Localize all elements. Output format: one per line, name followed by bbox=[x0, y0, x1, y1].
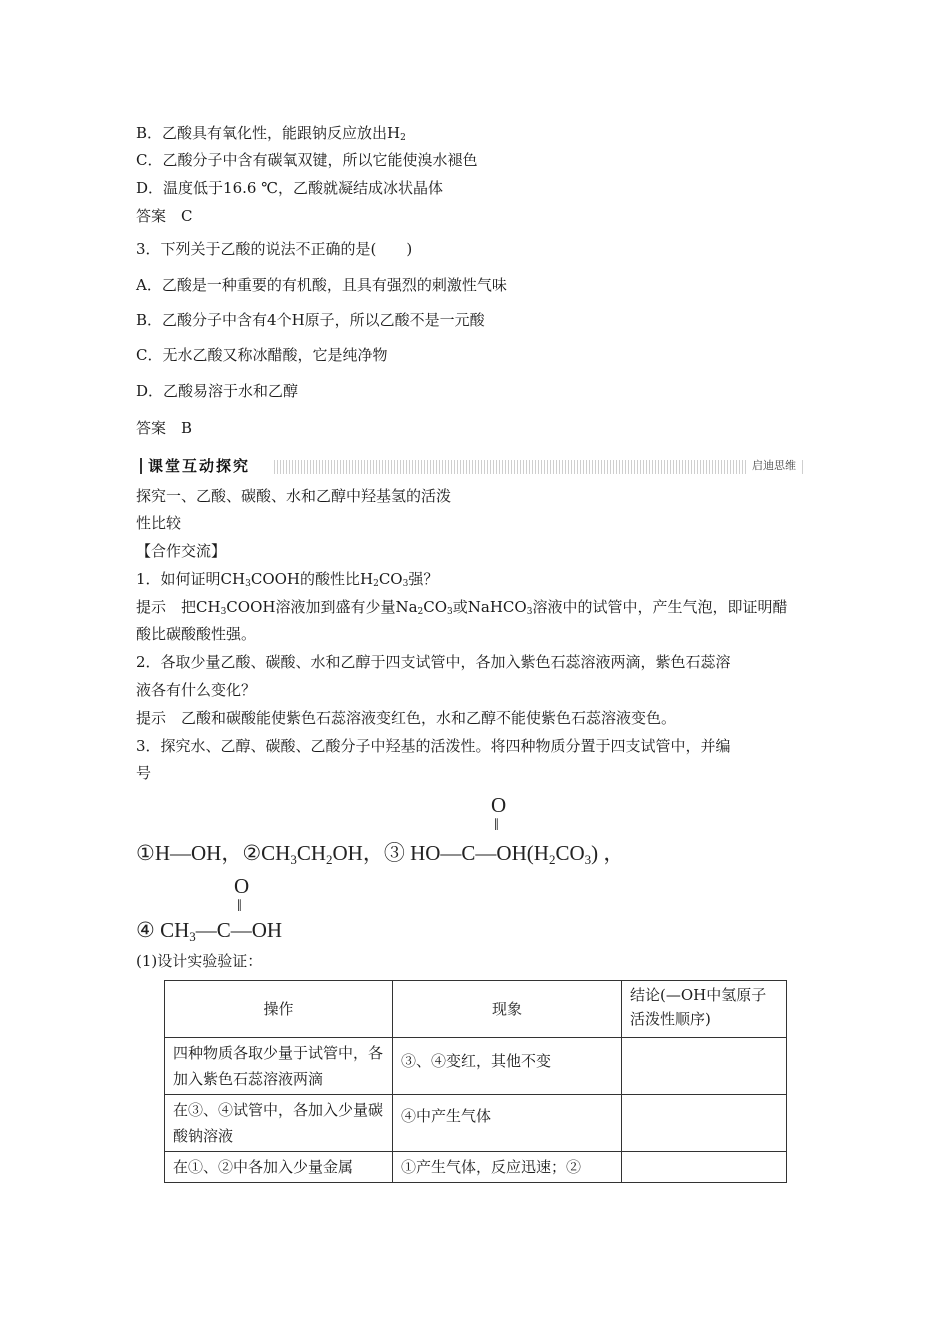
banner-bar bbox=[140, 458, 142, 474]
acetic-o-atom: O bbox=[234, 874, 250, 898]
table-cell: ③、④变红，其他不变 bbox=[393, 1038, 622, 1095]
table-cell bbox=[622, 1038, 787, 1095]
table-cell: 在③、④试管中，各加入少量碳酸钠溶液 bbox=[165, 1095, 393, 1152]
tip-1: 提示 把$CH_3COOH$溶液加到盛有少量$Na_2CO_3$或NaHCO$_3$溶液中的试管中，产生气泡，即证明醋 bbox=[136, 598, 788, 617]
tip-2: 提示 乙酸和碳酸能使紫色石蕊溶液变红色，水和乙醇不能使紫色石蕊溶液变色。 bbox=[136, 709, 677, 727]
option-b: B．乙酸具有氧化性，能跟钠反应放出$H_2$ bbox=[136, 124, 406, 143]
answer-2: 答案 B bbox=[136, 419, 193, 437]
table-header-row bbox=[165, 981, 787, 1038]
section-heading: 探究一、乙酸、碳酸、水和乙醇中羟基氢的活泼 bbox=[136, 487, 452, 505]
banner-hint: 启迪思维 bbox=[748, 458, 800, 474]
structural-formulas-line-1: ①H—OH，$②CH_3CH_2OH$，③ $HO—C—OH(H_2CO_3)$ ， bbox=[136, 841, 625, 867]
acetic-double-bond: ‖ bbox=[237, 896, 242, 915]
question-3-explore: 3．探究水、乙醇、碳酸、乙酸分子中羟基的活泼性。将四种物质分置于四支试管中，并编 bbox=[136, 737, 731, 755]
question-2: 2．各取少量乙酸、碳酸、水和乙醇于四支试管中，各加入紫色石蕊溶液两滴，紫色石蕊溶 bbox=[136, 653, 731, 671]
experiment-table bbox=[164, 980, 787, 1183]
header-phenomenon: 现象 bbox=[393, 981, 622, 1038]
question-3-option-b: B．乙酸分子中含有4个H原子，所以乙酸不是一元酸 bbox=[136, 311, 485, 329]
question-3-explore-cont: 号 bbox=[136, 764, 152, 782]
design-experiment-label: (1)设计实验验证： bbox=[136, 952, 263, 970]
question-3-option-a: A．乙酸是一种重要的有机酸，且具有强烈的刺激性气味 bbox=[136, 276, 507, 294]
section-banner bbox=[136, 456, 812, 476]
banner-title: 课堂互动探究 bbox=[148, 457, 251, 475]
carbonic-o-atom: O bbox=[491, 793, 507, 817]
tip-1-cont: 酸比碳酸酸性强。 bbox=[136, 625, 257, 643]
question-3: 3．下列关于乙酸的说法不正确的是( ) bbox=[136, 240, 413, 258]
option-d: D．温度低于16.6 ℃，乙酸就凝结成冰状晶体 bbox=[136, 179, 443, 197]
header-conclusion: 结论(—OH中氢原子活泼性顺序) bbox=[622, 981, 787, 1038]
section-heading-cont: 性比较 bbox=[136, 514, 182, 532]
answer-1: 答案 C bbox=[136, 207, 193, 225]
header-operation: 操作 bbox=[165, 981, 393, 1038]
table-row bbox=[165, 1095, 787, 1152]
option-c: C．乙酸分子中含有碳氧双键，所以它能使溴水褪色 bbox=[136, 151, 478, 169]
table-cell: 四种物质各取少量于试管中，各加入紫色石蕊溶液两滴 bbox=[165, 1038, 393, 1095]
table-cell: 在①、②中各加入少量金属 bbox=[165, 1152, 393, 1183]
table-cell bbox=[622, 1152, 787, 1183]
question-2-cont: 液各有什么变化？ bbox=[136, 681, 257, 699]
structural-formulas-line-2: ④ $CH_3—C—OH$ bbox=[136, 918, 283, 944]
table-cell: ④中产生气体 bbox=[393, 1095, 622, 1152]
table-cell: ①产生气体，反应迅速；② bbox=[393, 1152, 622, 1183]
question-3-option-c: C．无水乙酸又称冰醋酸，它是纯净物 bbox=[136, 346, 388, 364]
table-row bbox=[165, 1038, 787, 1095]
question-3-option-d: D．乙酸易溶于水和乙醇 bbox=[136, 382, 299, 400]
banner-hatch bbox=[274, 460, 804, 474]
carbonic-double-bond: ‖ bbox=[494, 815, 499, 834]
question-1: 1．如何证明$CH_3COOH$的酸性比$H_2CO_3$强？ bbox=[136, 570, 439, 589]
table-row bbox=[165, 1152, 787, 1183]
table-cell bbox=[622, 1095, 787, 1152]
cooperation-label: 【合作交流】 bbox=[136, 542, 227, 560]
